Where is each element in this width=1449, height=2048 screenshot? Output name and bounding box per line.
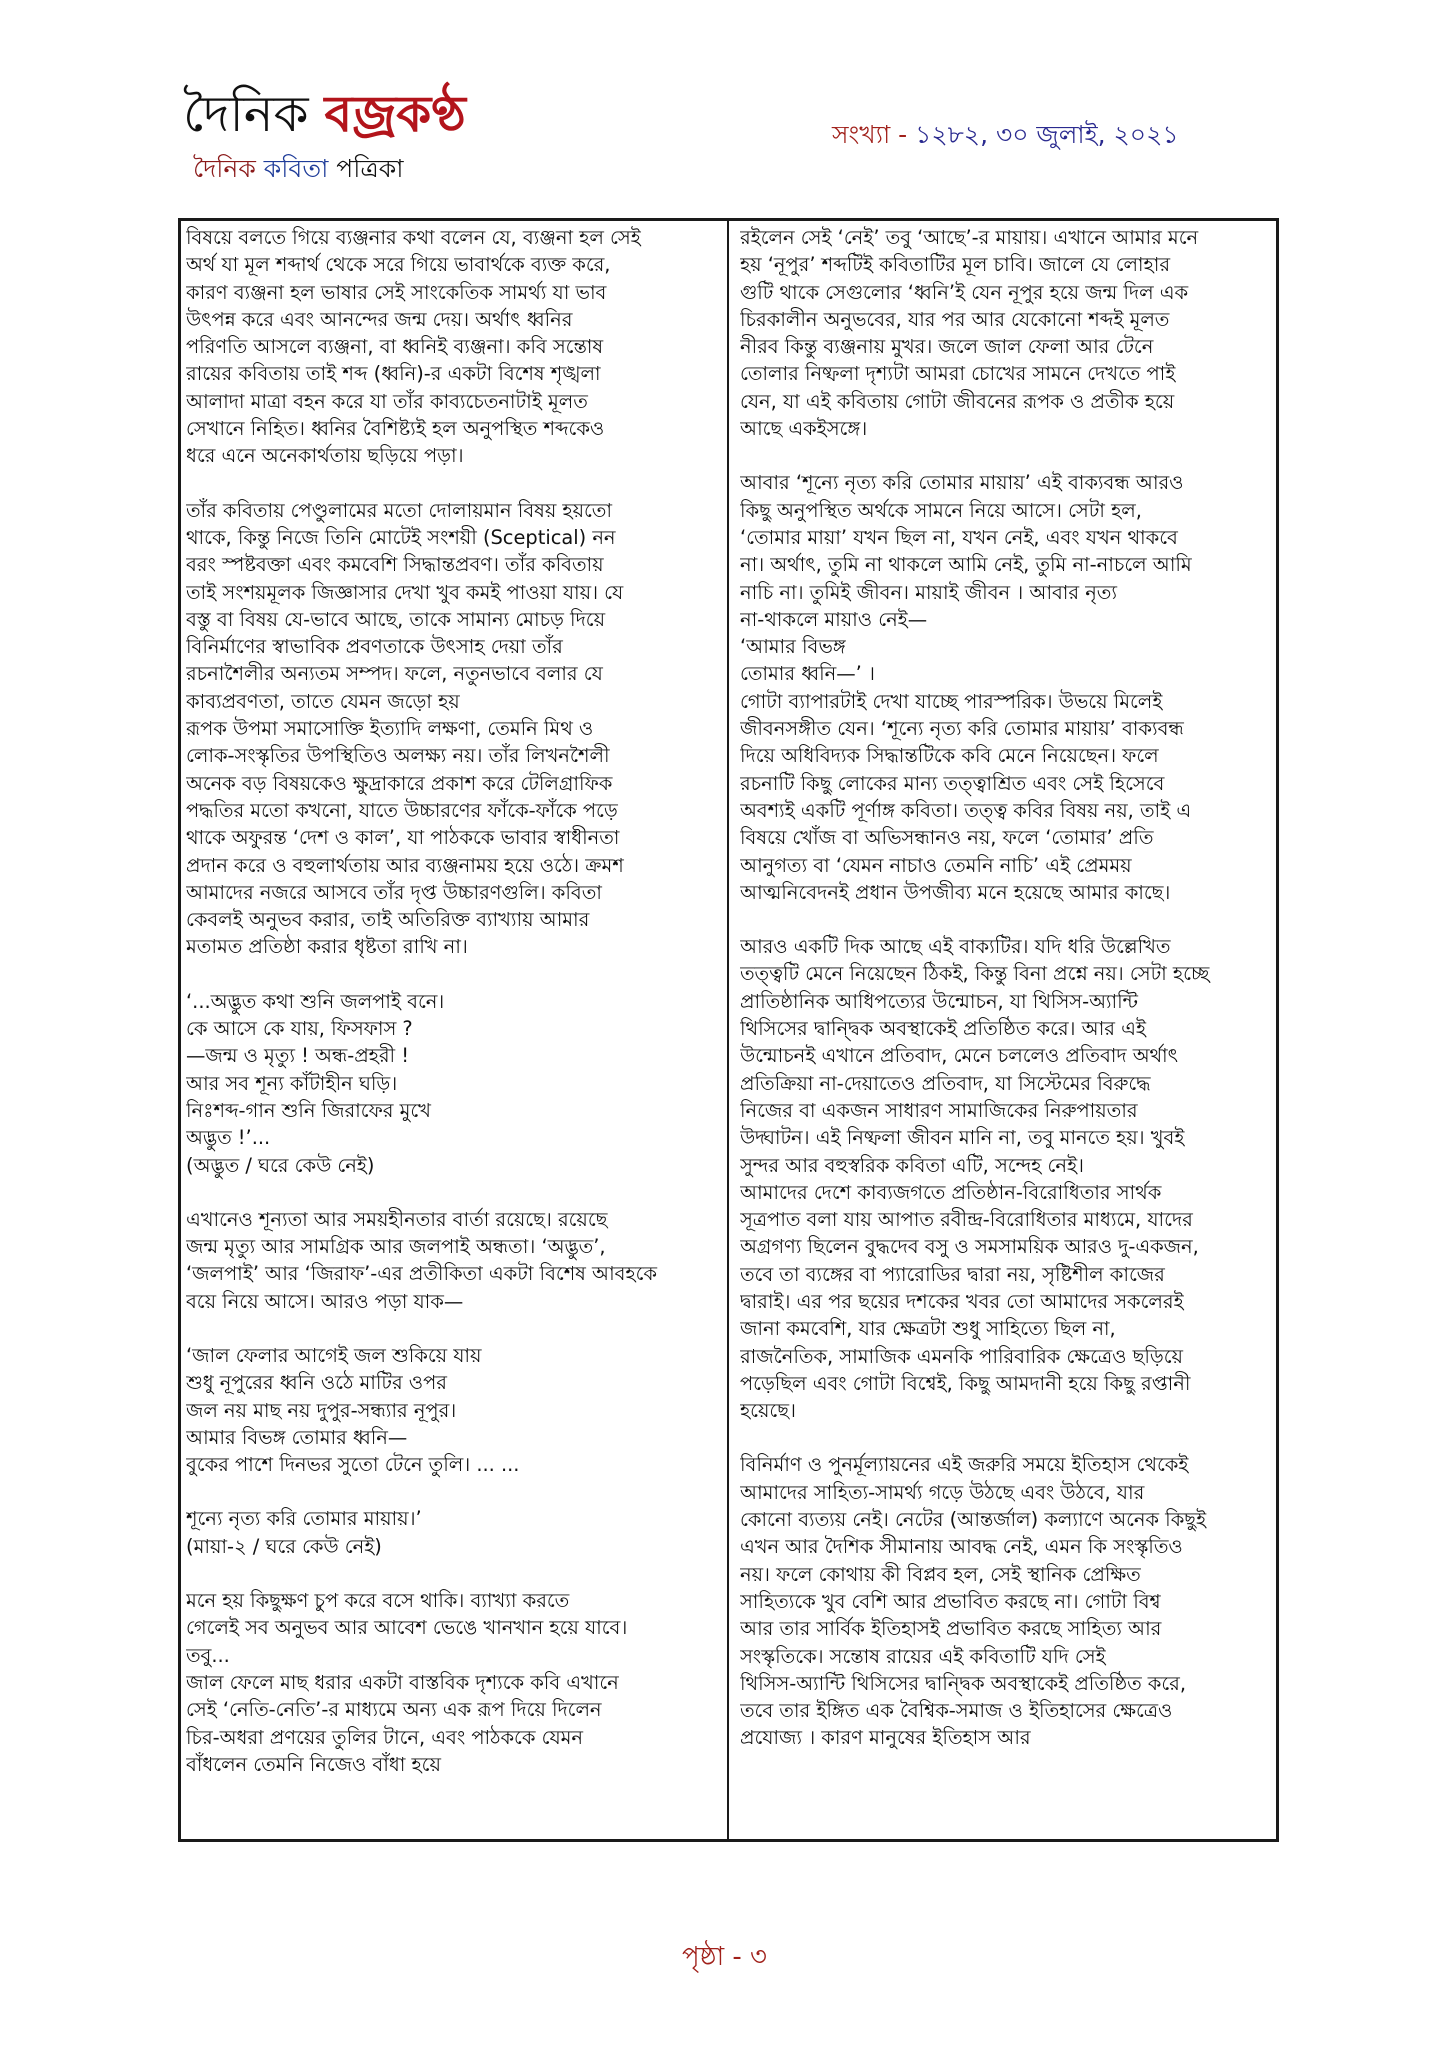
issue-number-date: ১২৮২, ৩০ জুলাই, ২০২১ bbox=[915, 120, 1179, 149]
subtitle-word-3: পত্রিকা bbox=[328, 154, 404, 183]
poem-quote: ‘জাল ফেলার আগেই জল শুকিয়ে যায় শুধু নূপুরের ধ্বনি ওঠে মাটির ওপর জল নয় মাছ নয় দুপুর-সন্ধ্যার নূপুর। আমার বিভঙ্গ তোমার ধ্বনি— বুকের পাশে দিনভর সুতো টেনে তুলি। ... ... bbox=[186, 1343, 520, 1477]
paragraph: আবার ‘শূন্যে নৃত্য করি তোমার মায়ায়’ এই বাক্যবন্ধ আরও কিছু অনুপস্থিত অর্থকে সামনে নিয়ে আসে। সেটা হল, ‘তোমার মায়া’ যখন ছিল না, যখন নেই, এবং যখন থাকবে না। অর্থাৎ, তুমি না থাকলে আমি নেই, তুমি না-নাচলে আমি নাচি না। তুমিই জীবন। মায়াই জীবন । আবার নৃত্য না-থাকলে মায়াও নেই— ‘আমার বিভঙ্গ তোমার ধ্বনি—’ । গোটা ব্যাপারটাই দেখা যাচ্ছে পারস্পরিক। উভয়ে মিলেই জীবনসঙ্গীত যেন। ‘শূন্যে নৃত্য করি তোমার মায়ায়’ বাক্যবন্ধ দিয়ে অধিবিদ্যক সিদ্ধান্তটিকে কবি মেনে নিয়েছেন। ফলে রচনাটি কিছু লোকের মান্য তত্ত্বাশ্রিত এবং সেই হিসেবে অবশ্যই একটি পূর্ণাঙ্গ কবিতা। তত্ত্ব কবির বিষয় নয়, তাই এ বিষয়ে খোঁজ বা অভিসন্ধানও নয়, ফলে ‘তোমার’ প্রতি আনুগত্য বা ‘যেমন নাচাও তেমনি নাচি’ এই প্রেমময় আত্মনিবেদনই প্রধান উপজীব্য মনে হয়েছে আমার কাছে। bbox=[740, 471, 1192, 904]
paragraph: আরও একটি দিক আছে এই বাক্যটির। যদি ধরি উল্লেখিত তত্ত্বটি মেনে নিয়েছেন ঠিকই, কিন্তু বিনা প্রশ্নে নয়। সেটা হচ্ছে প্রাতিষ্ঠানিক আধিপত্যের উন্মোচন, যা থিসিস-অ্যান্টি থিসিসের দ্বান্দ্বিক অবস্থাকেই প্রতিষ্ঠিত করে। আর এই উন্মোচনই এখানে প্রতিবাদ, মেনে চললেও প্রতিবাদ অর্থাৎ প্রতিক্রিয়া না-দেয়াতেও প্রতিবাদ, যা সিস্টেমের বিরুদ্ধে নিজের বা একজন সাধারণ সামাজিকের নিরুপায়তার উদ্ঘাটন। এই নিষ্ফলা জীবন মানি না, তবু মানতে হয়। খুবই সুন্দর আর বহুস্বরিক কবিতা এটি, সন্দেহ নেই। আমাদের দেশে কাব্যজগতে প্রতিষ্ঠান-বিরোধিতার সার্থক সূত্রপাত বলা যায় আপাত রবীন্দ্র-বিরোধিতার মাধ্যমে, যাদের অগ্রগণ্য ছিলেন বুদ্ধদেব বসু ও সমসাময়িক আরও দু-একজন, তবে তা ব্যঙ্গের বা প্যারোডির দ্বারা নয়, সৃষ্টিশীল কাজের দ্বারাই। এর পর ছয়ের দশকের খবর তো আমাদের সকলেরই জানা কমবেশি, যার ক্ষেত্রটা শুধু সাহিত্যে ছিল না, রাজনৈতিক, সামাজিক এমনকি পারিবারিক ক্ষেত্রেও ছড়িয়ে পড়েছিল এবং গোটা বিশ্বেই, কিছু আমদানী হয়ে কিছু রপ্তানী হয়েছে। bbox=[740, 935, 1210, 1423]
paragraph: তাঁর কবিতায় পেণ্ডুলামের মতো দোলায়মান বিষয় হয়তো থাকে, কিন্তু নিজে তিনি মোটেই সংশয়ী (Sceptical) নন বরং স্পষ্টবক্তা এবং কমবেশি সিদ্ধান্তপ্রবণ। তাঁর কবিতায় তাই সংশয়মূলক জিজ্ঞাসার দেখা খুব কমই পাওয়া যায়। যে বস্তু বা বিষয় যে-ভাবে আছে, তাকে সামান্য মোচড় দিয়ে বিনির্মাণের স্বাভাবিক প্রবণতাকে উৎসাহ দেয়া তাঁর রচনাশৈলীর অন্যতম সম্পদ। ফলে, নতুনভাবে বলার যে কাব্যপ্রবণতা, তাতে যেমন জড়ো হয় রূপক উপমা সমাসোক্তি ইত্যাদি লক্ষণা, তেমনি মিথ ও লোক-সংস্কৃতির উপস্থিতিও অলক্ষ্য নয়। তাঁর লিখনশৈলী অনেক বড় বিষয়কেও ক্ষুদ্রাকারে প্রকাশ করে টেলিগ্রাফিক পদ্ধতির মতো কখনো, যাতে উচ্চারণের ফাঁকে-ফাঁকে পড়ে থাকে অফুরন্ত ‘দেশ ও কাল’, যা পাঠককে ভাবার স্বাধীনতা প্রদান করে ও বহুলার্থতায় আর ব্যঞ্জনাময় হয়ে ওঠে। ক্রমশ আমাদের নজরে আসবে তাঁর দৃপ্ত উচ্চারণগুলি। কবিতা কেবলই অনুভব করার, তাই অতিরিক্ত ব্যাখ্যায় আমার মতামত প্রতিষ্ঠা করার ধৃষ্টতা রাখি না। bbox=[186, 498, 624, 959]
paragraph: বিনির্মাণ ও পুনর্মূল্যায়নের এই জরুরি সময়ে ইতিহাস থেকেই আমাদের সাহিত্য-সামর্থ্য গড়ে উঠছে এবং উঠবে, যার কোনো ব্যত্যয় নেই। নেটের (আন্তর্জাল) কল্যাণে অনেক কিছুই এখন আর দৈশিক সীমানায় আবদ্ধ নেই, এমন কি সংস্কৃতিও নয়। ফলে কোথায় কী বিপ্লব হল, সেই স্থানিক প্রেক্ষিত সাহিত্যকে খুব বেশি আর প্রভাবিত করছে না। গোটা বিশ্ব আর তার সার্বিক ইতিহাসই প্রভাবিত করছে সাহিত্য আর সংস্কৃতিকে। সন্তোষ রায়ের এই কবিতাটি যদি সেই থিসিস-অ্যান্টি থিসিসের দ্বান্দ্বিক অবস্থাকেই প্রতিষ্ঠিত করে, তবে তার ইঙ্গিত এক বৈশ্বিক-সমাজ ও ইতিহাসের ক্ষেত্রেও প্রযোজ্য । কারণ মানুষের ইতিহাস আর bbox=[740, 1453, 1207, 1750]
poem-quote: ‘...অদ্ভুত কথা শুনি জলপাই বনে। কে আসে কে যায়, ফিসফাস ? —জন্ম ও মৃত্যু ! অন্ধ-প্রহরী ! আর সব শূন্য কাঁটাহীন ঘড়ি। নিঃশব্দ-গান শুনি জিরাফের মুখে অদ্ভুত !’... (অদ্ভুত / ঘরে কেউ নেই) bbox=[186, 989, 445, 1177]
newspaper-subtitle bbox=[193, 152, 404, 186]
left-column bbox=[186, 224, 716, 1834]
issue-info bbox=[832, 118, 1179, 152]
paragraph: বিষয়ে বলতে গিয়ে ব্যঞ্জনার কথা বলেন যে, ব্যঞ্জনা হল সেই অর্থ যা মূল শব্দার্থ থেকে সরে গিয়ে ভাবার্থকে ব্যক্ত করে, কারণ ব্যঞ্জনা হল ভাষার সেই সাংকেতিক সামর্থ্য যা ভাব উৎপন্ন করে এবং আনন্দের জন্ম দেয়। অর্থাৎ ধ্বনির পরিণতি আসলে ব্যঞ্জনা, বা ধ্বনিই ব্যঞ্জনা। কবি সন্তোষ রায়ের কবিতায় তাই শব্দ (ধ্বনি)-র একটা বিশেষ শৃঙ্খলা আলাদা মাত্রা বহন করে যা তাঁর কাব্যচেতনাটাই মূলত সেখানে নিহিত। ধ্বনির বৈশিষ্ট্যই হল অনুপস্থিত শব্দকেও ধরে এনে অনেকার্থতায় ছড়িয়ে পড়া। bbox=[186, 226, 641, 468]
column-divider bbox=[727, 218, 729, 1842]
subtitle-word-2: কবিতা bbox=[263, 154, 329, 183]
paragraph: রইলেন সেই ‘নেই’ তবু ‘আছে’-র মায়ায়। এখানে আমার মনে হয় ‘নূপুর’ শব্দটিই কবিতাটির মূল চাবি। জালে যে লোহার গুটি থাকে সেগুলোর ‘ধ্বনি’ই যেন নূপুর হয়ে জন্ম দিল এক চিরকালীন অনুভবের, যার পর আর যেকোনো শব্দই মূলত নীরব কিন্তু ব্যঞ্জনায় মুখর। জলে জাল ফেলা আর টেনে তোলার নিষ্ফলা দৃশ্যটা আমরা চোখের সামনে দেখতে পাই যেন, যা এই কবিতায় গোটা জীবনের রূপক ও প্রতীক হয়ে আছে একইসঙ্গে। bbox=[740, 226, 1199, 441]
subtitle-word-1: দৈনিক bbox=[193, 154, 264, 183]
poem-quote-end: শূন্যে নৃত্য করি তোমার মায়ায়।’ (মায়া-২ / ঘরে কেউ নেই) bbox=[186, 1507, 422, 1558]
title-word-bajrakantha: বজ্রকণ্ঠ bbox=[324, 85, 466, 143]
paragraph: এখানেও শূন্যতা আর সময়হীনতার বার্তা রয়েছে। রয়েছে জন্ম মৃত্যু আর সামগ্রিক আর জলপাই অন্ধতা। ‘অদ্ভুত’, ‘জলপাই’ আর ‘জিরাফ’-এর প্রতীকিতা একটা বিশেষ আবহকে বয়ে নিয়ে আসে। আরও পড়া যাক— bbox=[186, 1207, 657, 1313]
page-number: পৃষ্ঠা - ৩ bbox=[682, 1942, 767, 1972]
paragraph: মনে হয় কিছুক্ষণ চুপ করে বসে থাকি। ব্যাখ্যা করতে গেলেই সব অনুভব আর আবেশ ভেঙে খানখান হয়ে যাবে। তবু... জাল ফেলে মাছ ধরার একটা বাস্তবিক দৃশ্যকে কবি এখানে সেই ‘নেতি-নেতি’-র মাধ্যমে অন্য এক রূপ দিয়ে দিলেন চির-অধরা প্রণয়ের তুলির টানে, এবং পাঠককে যেমন বাঁধলেন তেমনি নিজেও বাঁধা হয়ে bbox=[186, 1589, 628, 1776]
newspaper-title bbox=[183, 84, 466, 144]
right-column bbox=[740, 224, 1270, 1834]
title-word-dainik: দৈনিক bbox=[183, 85, 325, 143]
issue-label: সংখ্যা - bbox=[832, 120, 916, 149]
